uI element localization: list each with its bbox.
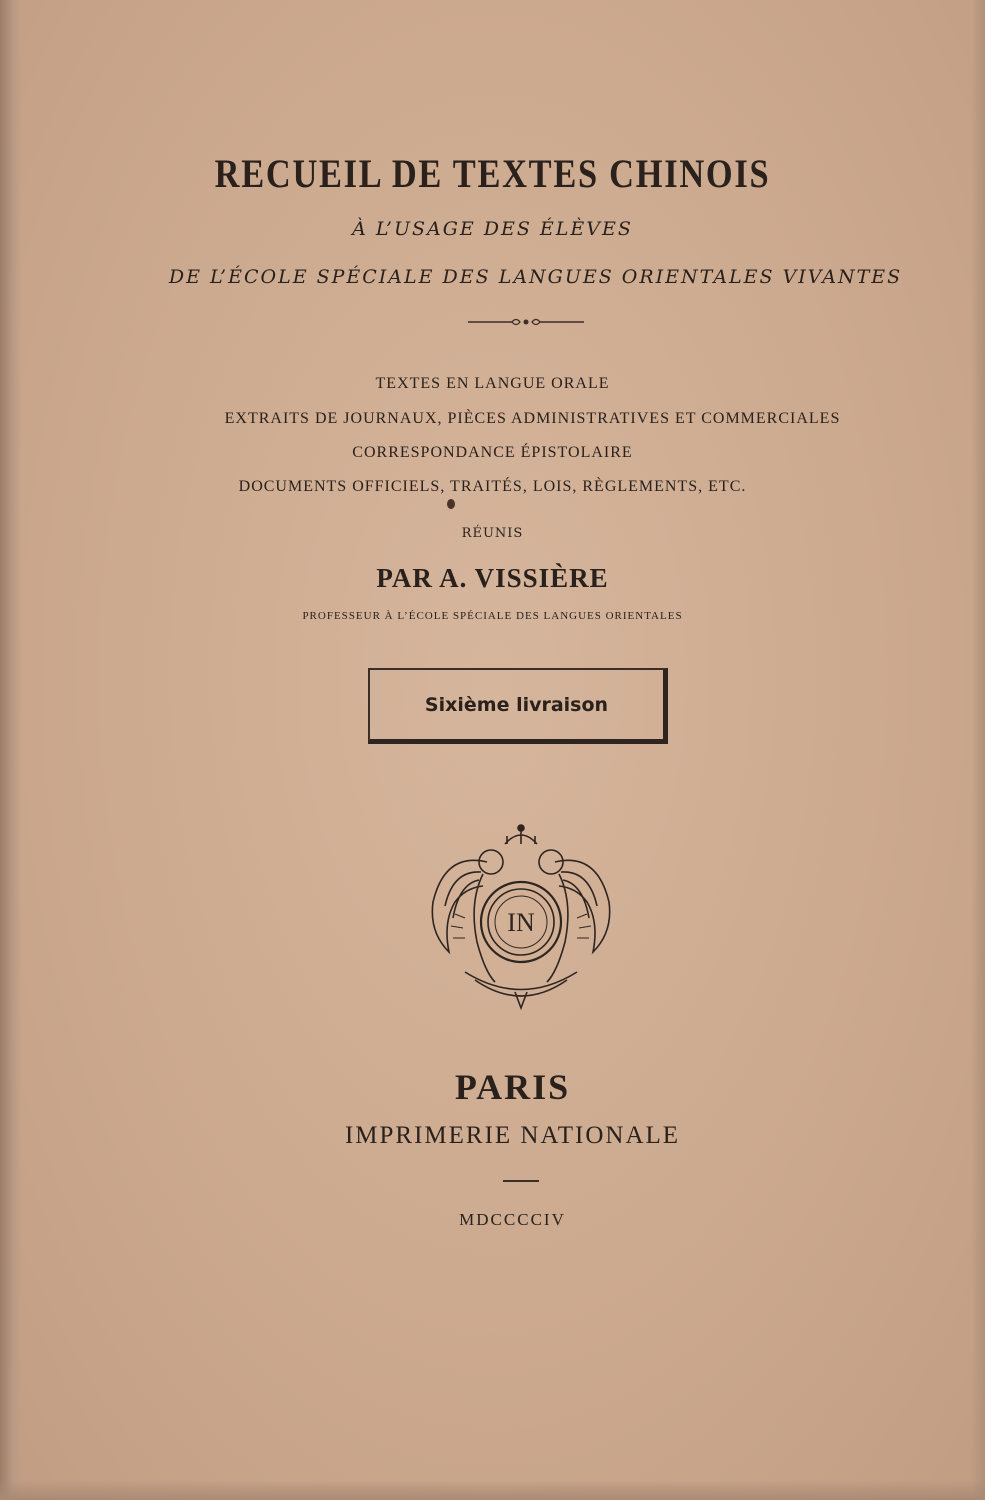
subtitle-line-1: À L’USAGE DES ÉLÈVES	[352, 218, 633, 240]
issue-box	[368, 668, 668, 744]
imprimerie-nationale-emblem-icon	[425, 822, 617, 1012]
author-name: PAR A. VISSIÈRE	[376, 563, 609, 593]
issue-label: Sixième livraison	[424, 693, 609, 716]
page-edge-bottom	[0, 1480, 985, 1500]
contents-line-2: EXTRAITS DE JOURNAUX, PIÈCES ADMINISTRATIVES ET COMMERCIALES	[224, 410, 841, 427]
contents-line-3: CORRESPONDANCE ÉPISTOLAIRE	[352, 444, 633, 461]
author-title: PROFESSEUR À L’ÉCOLE SPÉCIALE DES LANGUES ORIENTALES	[302, 610, 683, 622]
document-title: RECUEIL DE TEXTES CHINOIS	[214, 151, 771, 196]
reunis-label: RÉUNIS	[461, 526, 524, 541]
publisher-city: PARIS	[454, 1067, 571, 1107]
contents-line-1: TEXTES EN LANGUE ORALE	[375, 375, 610, 392]
publisher-rule	[503, 1180, 539, 1182]
publication-year: MDCCCCIV	[459, 1210, 566, 1229]
publisher-name: IMPRIMERIE NATIONALE	[344, 1122, 681, 1149]
ink-speck	[447, 499, 455, 509]
contents-line-4: DOCUMENTS OFFICIELS, TRAITÉS, LOIS, RÈGLEMENTS, ETC.	[238, 478, 747, 495]
emblem-monogram: IN	[507, 908, 535, 937]
subtitle-line-2: DE L’ÉCOLE SPÉCIALE DES LANGUES ORIENTALES VIVANTES	[168, 266, 903, 288]
ornament-divider-icon	[468, 315, 584, 329]
